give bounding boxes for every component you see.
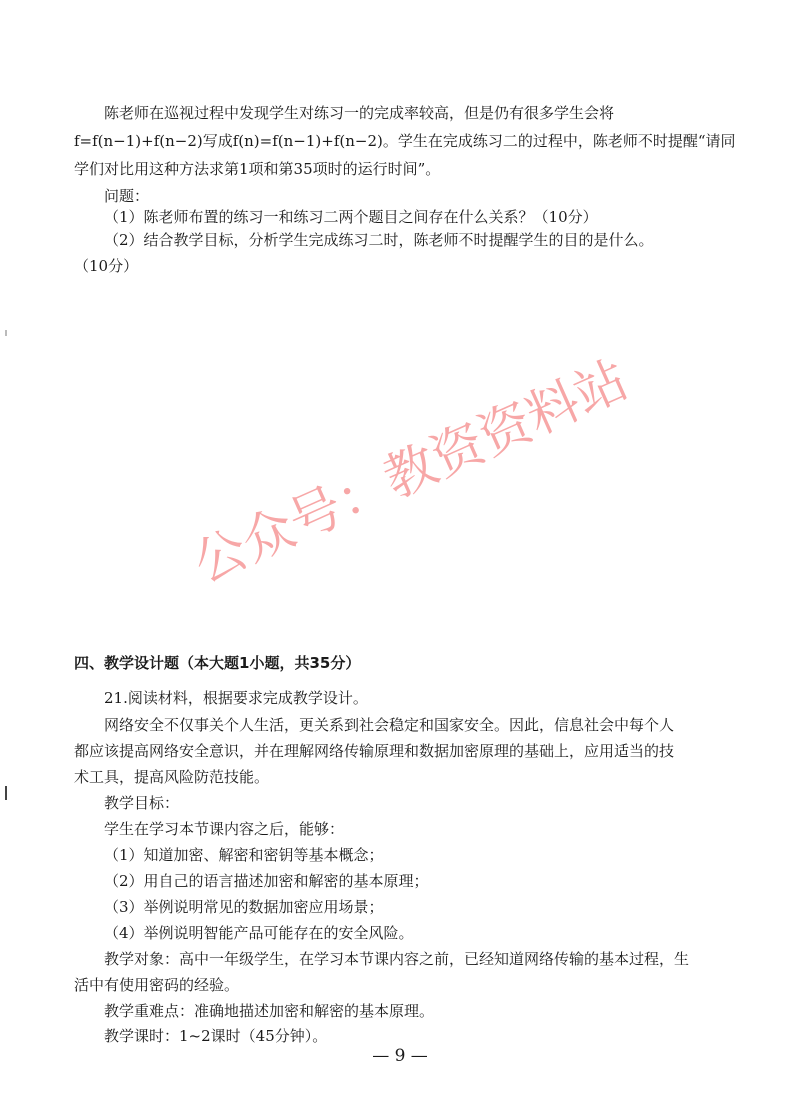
goals-intro: 学生在学习本节课内容之后，能够： bbox=[104, 820, 345, 838]
goal-item: （1）知道加密、解密和密钥等基本概念； bbox=[104, 846, 384, 864]
question-2-cont: （10分） bbox=[74, 257, 139, 275]
scan-mark bbox=[5, 330, 7, 336]
goal-item: （3）举例说明常见的数据加密应用场景； bbox=[104, 898, 384, 916]
problem-text-line: 陈老师在巡视过程中发现学生对练习一的完成率较高，但是仍有很多学生会将 bbox=[104, 104, 615, 122]
watermark: 公众号：教资资料站 bbox=[185, 349, 637, 595]
target-line: 教学对象：高中一年级学生，在学习本节课内容之前，已经知道网络传输的基本过程，生 bbox=[104, 950, 690, 968]
intro-line: 网络安全不仅事关个人生活，更关系到社会稳定和国家安全。因此，信息社会中每个人 bbox=[104, 716, 675, 734]
goal-item: （2）用自己的语言描述加密和解密的基本原理； bbox=[104, 872, 429, 890]
page-number: — 9 — bbox=[372, 1046, 428, 1066]
problem-text-line: 学们对比用这种方法求第1项和第35项时的运行时间”。 bbox=[74, 160, 441, 178]
section-heading: 四、教学设计题（本大题1小题，共35分） bbox=[74, 654, 361, 672]
key-points: 教学重难点：准确地描述加密和解密的基本原理。 bbox=[104, 1002, 435, 1020]
question-2: （2）结合教学目标，分析学生完成练习二时，陈老师不时提醒学生的目的是什么。 bbox=[104, 231, 654, 249]
question-1: （1）陈老师布置的练习一和练习二两个题目之间存在什么关系？（10分） bbox=[104, 208, 598, 226]
class-hours: 教学课时：1~2课时（45分钟）。 bbox=[104, 1027, 328, 1045]
target-line: 活中有使用密码的经验。 bbox=[74, 976, 240, 994]
intro-line: 术工具，提高风险防范技能。 bbox=[74, 768, 270, 786]
goals-label: 教学目标： bbox=[104, 794, 180, 812]
scan-mark bbox=[5, 786, 7, 800]
goal-item: （4）举例说明智能产品可能存在的安全风险。 bbox=[104, 924, 414, 942]
question-label: 问题： bbox=[104, 187, 150, 205]
problem-text-line: f=f(n−1)+f(n−2)写成f(n)=f(n−1)+f(n−2)。学生在完成练习二的过程中，陈老师不时提醒“请同 bbox=[74, 132, 736, 150]
intro-line: 都应该提高网络安全意识，并在理解网络传输原理和数据加密原理的基础上，应用适当的技 bbox=[74, 742, 675, 760]
question-21: 21.阅读材料，根据要求完成教学设计。 bbox=[104, 689, 368, 707]
